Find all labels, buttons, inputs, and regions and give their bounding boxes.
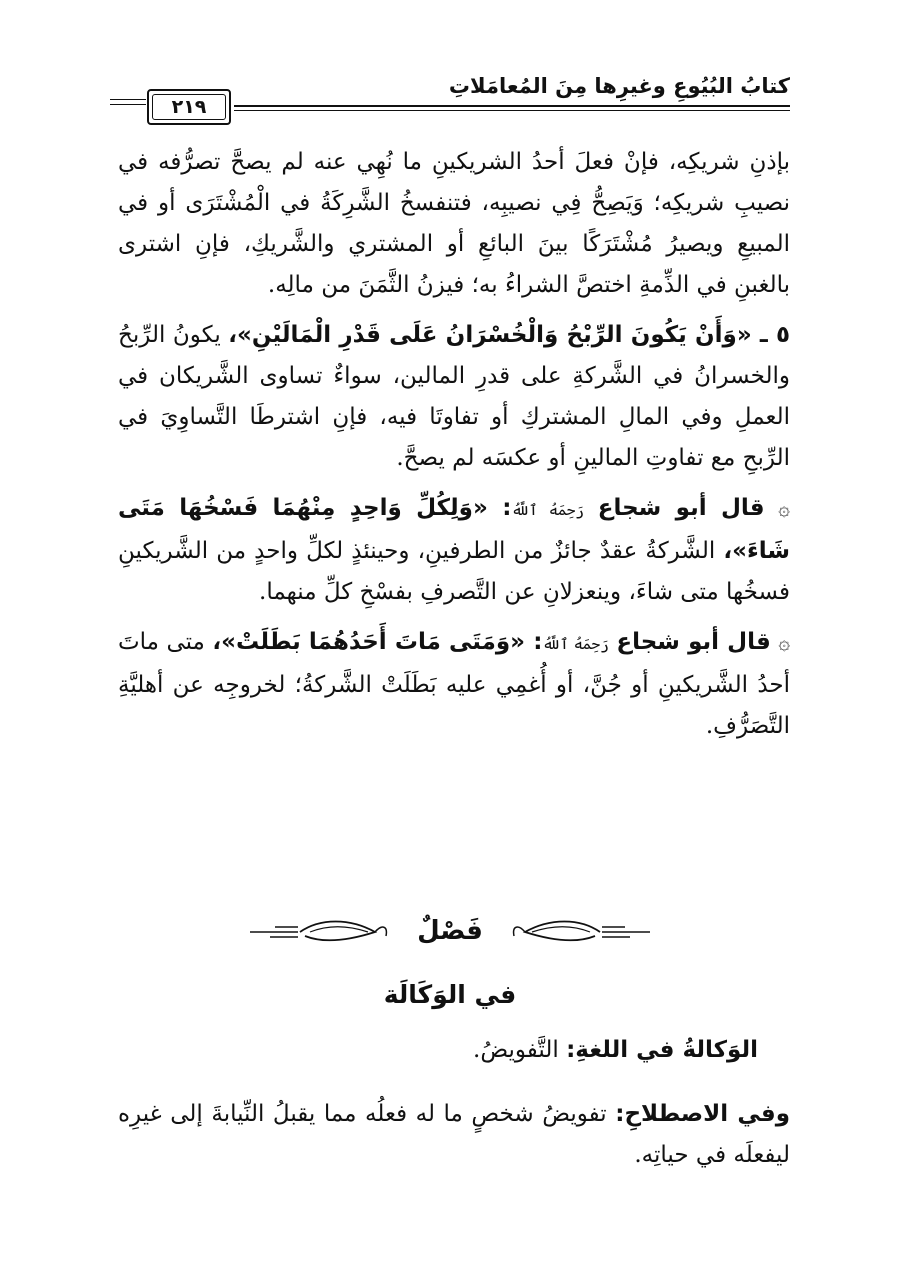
paragraph-2 xyxy=(118,315,790,479)
definition-text: تفويضُ شخصٍ ما له فعلُه مما يقبلُ النِّيابةَ إلى غيرِه ليفعلَه في حياتِه. xyxy=(118,1101,790,1168)
matn-quote: : «وَمَتَى مَاتَ أَحَدُهُمَا بَطَلَتْ»، xyxy=(212,629,543,655)
matn-quote: : «وَلِكُلِّ وَاحِدٍ مِنْهُمَا فَسْخُهَا مَتَى شَاءَ»، xyxy=(118,495,790,564)
definition-language xyxy=(118,1030,758,1071)
matn-quote: ٥ ـ «وَأَنْ يَكُونَ الرِّبْحُ وَالْخُسْرَانُ عَلَى قَدْرِ الْمَالَيْنِ»، xyxy=(228,322,790,348)
commentary: متى ماتَ أحدُ الشَّريكينِ أو جُنَّ، أو أُغمِي عليه بَطَلَتْ الشَّركةُ؛ لخروجِه عن أهليَّةِ التَّصَرُّفِ. xyxy=(118,629,790,739)
section-divider xyxy=(250,914,650,954)
paragraph-marker-icon: ۞ xyxy=(778,630,791,654)
header-rule-thin xyxy=(234,110,790,111)
paragraph-3 xyxy=(118,488,790,613)
page-number-box xyxy=(147,89,231,125)
definition-text: التَّفويضُ. xyxy=(473,1037,559,1063)
paragraph-4 xyxy=(118,622,790,747)
paragraph-marker-icon: ۞ xyxy=(778,496,790,520)
honorific: رَحِمَهُ ٱللَّهُ xyxy=(542,635,609,653)
page-number: ٢١٩ xyxy=(152,94,226,120)
definition-label: الوَكالةُ في اللغةِ: xyxy=(566,1037,758,1063)
page-header xyxy=(110,72,790,132)
body-text xyxy=(118,142,790,756)
paragraph-1: بإذنِ شريكِه، فإنْ فعلَ أحدُ الشريكينِ ما نُهِي عنه لم يصحَّ تصرُّفه في نصيبِ شريكِه؛ وَيَصِحُّ فِي نصيبِه، فتنفسخُ الشَّرِكَةُ في الْمُشْتَرَى أو في المبيعِ ويصيرُ مُشْتَرَكًا بينَ البائعِ أو المشتري والشَّريكِ، فإنِ اشترى بالغبنِ في الذِّمةِ اختصَّ الشراءُ به؛ فيزنُ الثَّمَنَ من مالِه. xyxy=(118,149,790,298)
commentary: الشَّركةُ عقدٌ جائزٌ من الطرفينِ، وحينئذٍ لكلِّ واحدٍ من الشَّريكينِ فسخُها متى شاءَ، وينعزلانِ عن التَّصرفِ بفسْخِ كلِّ منهما. xyxy=(118,538,790,605)
author-name: قال أبو شجاع xyxy=(616,629,771,655)
commentary: يكونُ الرِّبحُ والخسرانُ في الشَّركةِ على قدرِ المالين، سواءٌ تساوى الشَّريكان في العملِ وفي المالِ المشتركِ أو تفاوتَا فيه، فإنِ اشترطَا التَّساوِيَ في الرِّبحِ مع تفاوتِ المالينِ أو عكسَه لم يصحَّ. xyxy=(118,322,790,471)
running-title: كتابُ البُيُوعِ وغيرِها مِنَ المُعامَلاتِ xyxy=(448,74,790,98)
definition-label: وفي الاصطلاحِ: xyxy=(615,1101,791,1127)
honorific: رَحِمَهُ ٱللَّهُ xyxy=(511,501,585,519)
author-name: قال أبو شجاع xyxy=(597,495,765,521)
definition-term xyxy=(118,1094,790,1176)
section-title: في الوَكَالَة xyxy=(383,980,517,1009)
divider-label: فَصْلٌ xyxy=(417,916,483,946)
header-rule xyxy=(234,105,790,107)
header-side-rules xyxy=(110,99,146,109)
